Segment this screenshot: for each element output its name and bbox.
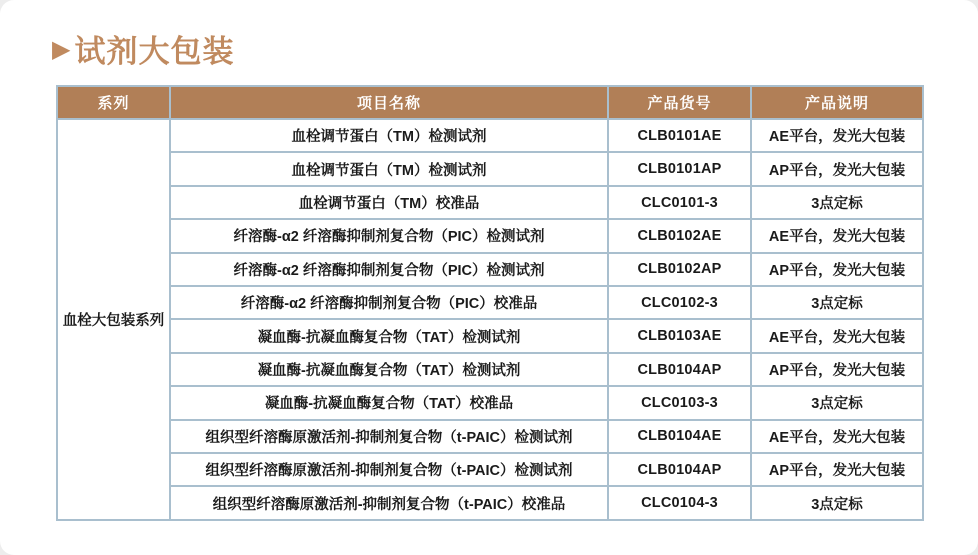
table-row (57, 486, 923, 520)
product-desc-cell: AE平台，发光大包装 (751, 319, 923, 352)
product-desc-cell: AP平台，发光大包装 (751, 253, 923, 286)
product-code-cell: CLC0103-3 (608, 386, 751, 419)
table-row (57, 420, 923, 453)
product-desc-cell: 3点定标 (751, 486, 923, 520)
product-desc-cell: AE平台，发光大包装 (751, 219, 923, 252)
product-desc-cell: 3点定标 (751, 386, 923, 419)
page-title (52, 26, 234, 71)
col-header-product-code: 产品货号 (608, 86, 751, 119)
table-row (57, 286, 923, 319)
product-desc-cell: 3点定标 (751, 186, 923, 219)
project-name-cell: 凝血酶-抗凝血酶复合物（TAT）检测试剂 (170, 353, 608, 386)
table-row (57, 253, 923, 286)
title-arrow-icon: ▶ (52, 35, 72, 63)
product-code-cell: CLC0102-3 (608, 286, 751, 319)
product-code-cell: CLB0102AE (608, 219, 751, 252)
project-name-cell: 凝血酶-抗凝血酶复合物（TAT）检测试剂 (170, 319, 608, 352)
col-header-project-name: 项目名称 (170, 86, 608, 119)
page-title-text: 试剂大包装 (74, 34, 235, 69)
product-code-cell: CLB0101AP (608, 152, 751, 185)
project-name-cell: 组织型纤溶酶原激活剂-抑制剂复合物（t-PAIC）校准品 (170, 486, 608, 520)
project-name-cell: 组织型纤溶酶原激活剂-抑制剂复合物（t-PAIC）检测试剂 (170, 453, 608, 486)
col-header-product-desc: 产品说明 (751, 86, 923, 119)
product-code-cell: CLC0101-3 (608, 186, 751, 219)
table-row (57, 119, 923, 152)
project-name-cell: 组织型纤溶酶原激活剂-抑制剂复合物（t-PAIC）检测试剂 (170, 420, 608, 453)
project-name-cell: 血栓调节蛋白（TM）检测试剂 (170, 152, 608, 185)
product-code-cell: CLB0103AE (608, 319, 751, 352)
project-name-cell: 纤溶酶-α2 纤溶酶抑制剂复合物（PIC）检测试剂 (170, 219, 608, 252)
project-name-cell: 血栓调节蛋白（TM）校准品 (170, 186, 608, 219)
product-code-cell: CLB0104AP (608, 453, 751, 486)
project-name-cell: 纤溶酶-α2 纤溶酶抑制剂复合物（PIC）校准品 (170, 286, 608, 319)
product-desc-cell: AP平台，发光大包装 (751, 453, 923, 486)
series-cell: 血栓大包装系列 (57, 119, 170, 520)
product-code-cell: CLC0104-3 (608, 486, 751, 520)
table-row (57, 386, 923, 419)
project-name-cell: 凝血酶-抗凝血酶复合物（TAT）校准品 (170, 386, 608, 419)
table-row (57, 353, 923, 386)
table-row (57, 186, 923, 219)
product-desc-cell: AE平台，发光大包装 (751, 119, 923, 152)
product-code-cell: CLB0102AP (608, 253, 751, 286)
table-header-row (57, 86, 923, 119)
project-name-cell: 血栓调节蛋白（TM）检测试剂 (170, 119, 608, 152)
table-row (57, 219, 923, 252)
project-name-cell: 纤溶酶-α2 纤溶酶抑制剂复合物（PIC）检测试剂 (170, 253, 608, 286)
table-row (57, 152, 923, 185)
reagent-table (56, 85, 924, 521)
product-desc-cell: AP平台，发光大包装 (751, 152, 923, 185)
product-code-cell: CLB0104AP (608, 353, 751, 386)
product-desc-cell: AE平台，发光大包装 (751, 420, 923, 453)
table-row (57, 319, 923, 352)
table-row (57, 453, 923, 486)
product-desc-cell: 3点定标 (751, 286, 923, 319)
product-code-cell: CLB0101AE (608, 119, 751, 152)
product-desc-cell: AP平台，发光大包装 (751, 353, 923, 386)
col-header-series: 系列 (57, 86, 170, 119)
product-code-cell: CLB0104AE (608, 420, 751, 453)
